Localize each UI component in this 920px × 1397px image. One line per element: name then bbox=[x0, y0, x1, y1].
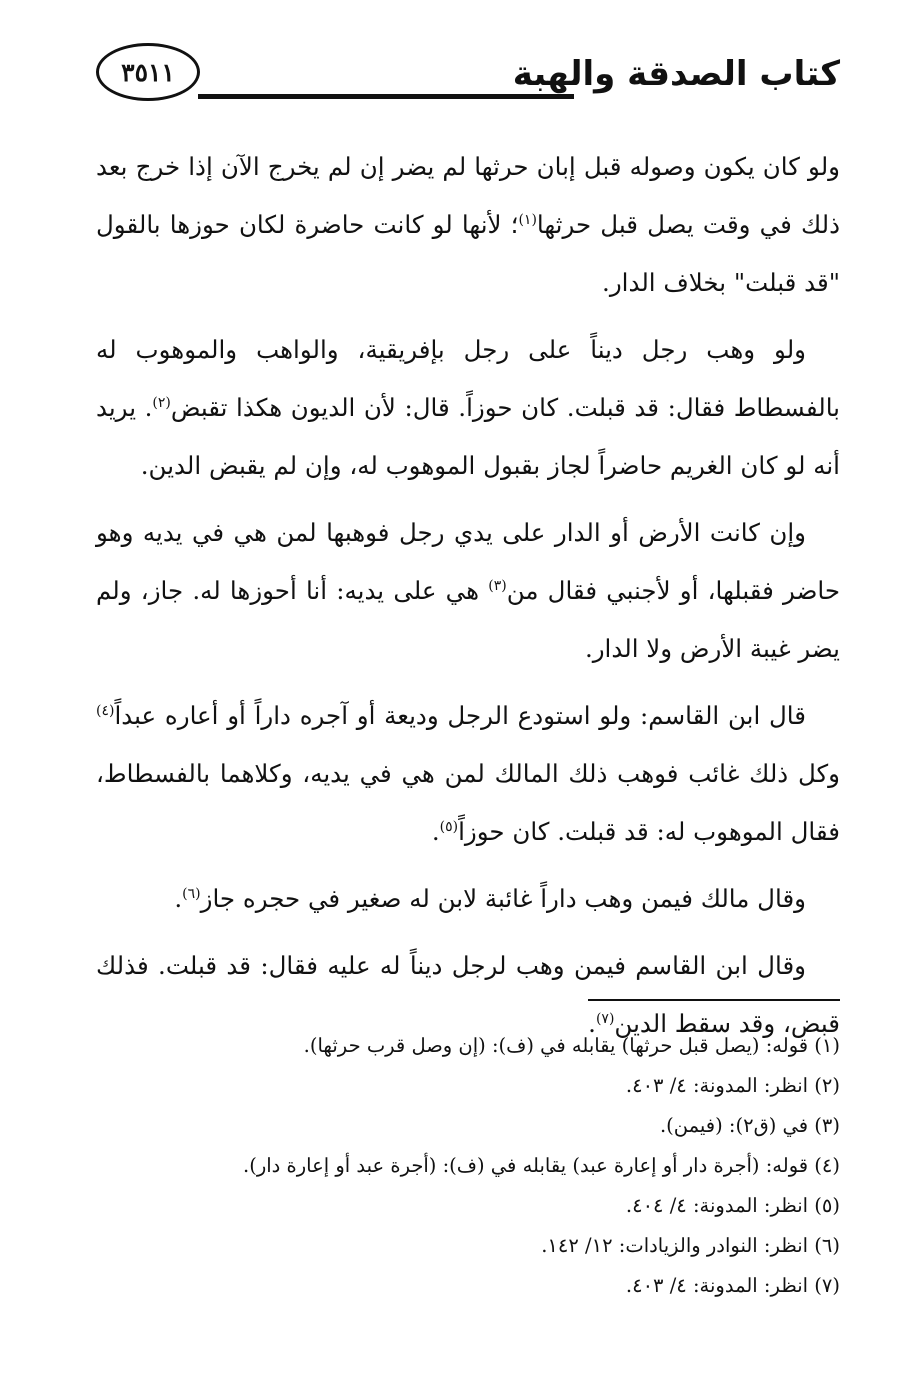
text-segment: وقال مالك فيمن وهب داراً غائبة لابن له صغير في حجره جاز bbox=[200, 884, 806, 913]
footnote: (٧) انظر: المدونة: ٤/ ٤٠٣. bbox=[625, 1274, 840, 1297]
footnote-ref: (٦) bbox=[182, 885, 201, 902]
footnote: (٥) انظر: المدونة: ٤/ ٤٠٤. bbox=[625, 1194, 840, 1217]
text-segment: . bbox=[588, 1009, 596, 1038]
footnote-ref: (٢) bbox=[152, 394, 171, 411]
footnote: (٤) قوله: (أجرة دار أو إعارة عبد) يقابله في (ف): (أجرة عبد أو إعارة دار). bbox=[243, 1154, 840, 1177]
paragraph bbox=[96, 687, 840, 861]
footnote-ref: (١) bbox=[518, 211, 537, 228]
footnote-separator bbox=[588, 999, 840, 1001]
text-segment: ؛ لأنها لو كانت حاضرة لكان حوزها بالقول "قد قبلت" بخلاف الدار. bbox=[96, 210, 840, 297]
text-segment: وقال ابن القاسم فيمن وهب لرجل ديناً له عليه فقال: قد قبلت. فذلك قبض، وقد سقط الدين bbox=[96, 951, 840, 1038]
footnote: (٦) انظر: النوادر والزيادات: ١٢/ ١٤٢. bbox=[541, 1234, 840, 1257]
main-text bbox=[96, 138, 840, 1062]
footnotes bbox=[96, 1026, 840, 1306]
header-rule bbox=[198, 94, 574, 99]
paragraph bbox=[96, 138, 840, 312]
text-segment: هي على يديه: أنا أحوزها له. جاز، ولم يضر غيبة الأرض ولا الدار. bbox=[96, 576, 840, 663]
text-segment: قال ابن القاسم: ولو استودع الرجل وديعة أو آجره داراً أو أعاره عبداً bbox=[114, 701, 806, 730]
text-segment: . bbox=[174, 884, 183, 913]
page-number: ٣٥١١ bbox=[121, 57, 175, 87]
text-segment: ولو كان يكون وصوله قبل إبان حرثها لم يضر إن لم يخرج الآن إذا خرج بعد ذلك في وقت يصل قبل حرثها bbox=[96, 152, 840, 239]
footnote: (٣) في (ق٢): (فيمن). bbox=[659, 1114, 840, 1137]
paragraph bbox=[96, 504, 840, 678]
paragraph bbox=[96, 321, 840, 495]
page-number-frame bbox=[96, 43, 200, 101]
footnote-ref: (٤) bbox=[96, 702, 115, 719]
text-segment: وكل ذلك غائب فوهب ذلك المالك لمن هي في يديه، وكلاهما بالفسطاط، فقال الموهوب له: قد قبلت. كان حوزاً bbox=[96, 759, 840, 846]
text-segment: وإن كانت الأرض أو الدار على يدي رجل فوهبها لمن هي في يديه وهو حاضر فقبلها، أو لأجنبي فقال من bbox=[96, 518, 840, 605]
text-segment: ولو وهب رجل ديناً على رجل بإفريقية، والواهب والموهوب له بالفسطاط فقال: قد قبلت. كان حوزاً. قال: لأن الديون هكذا تقبض bbox=[96, 335, 840, 422]
book-title: كتاب الصدقة والهبة bbox=[512, 54, 840, 94]
footnote-ref: (٧) bbox=[595, 1010, 615, 1027]
text-segment: . يريد أنه لو كان الغريم حاضراً لجاز بقبول الموهوب له، وإن لم يقبض الدين. bbox=[96, 393, 840, 480]
paragraph bbox=[96, 870, 840, 928]
footnote: (٢) انظر: المدونة: ٤/ ٤٠٣. bbox=[625, 1074, 840, 1097]
text-segment: . bbox=[431, 817, 440, 846]
footnote: (١) قوله: (يصل قبل حرثها) يقابله في (ف): (إن وصل قرب حرثها). bbox=[303, 1034, 840, 1057]
footnote-ref: (٣) bbox=[488, 577, 507, 594]
footnote-ref: (٥) bbox=[439, 818, 459, 835]
page-header bbox=[96, 40, 840, 110]
